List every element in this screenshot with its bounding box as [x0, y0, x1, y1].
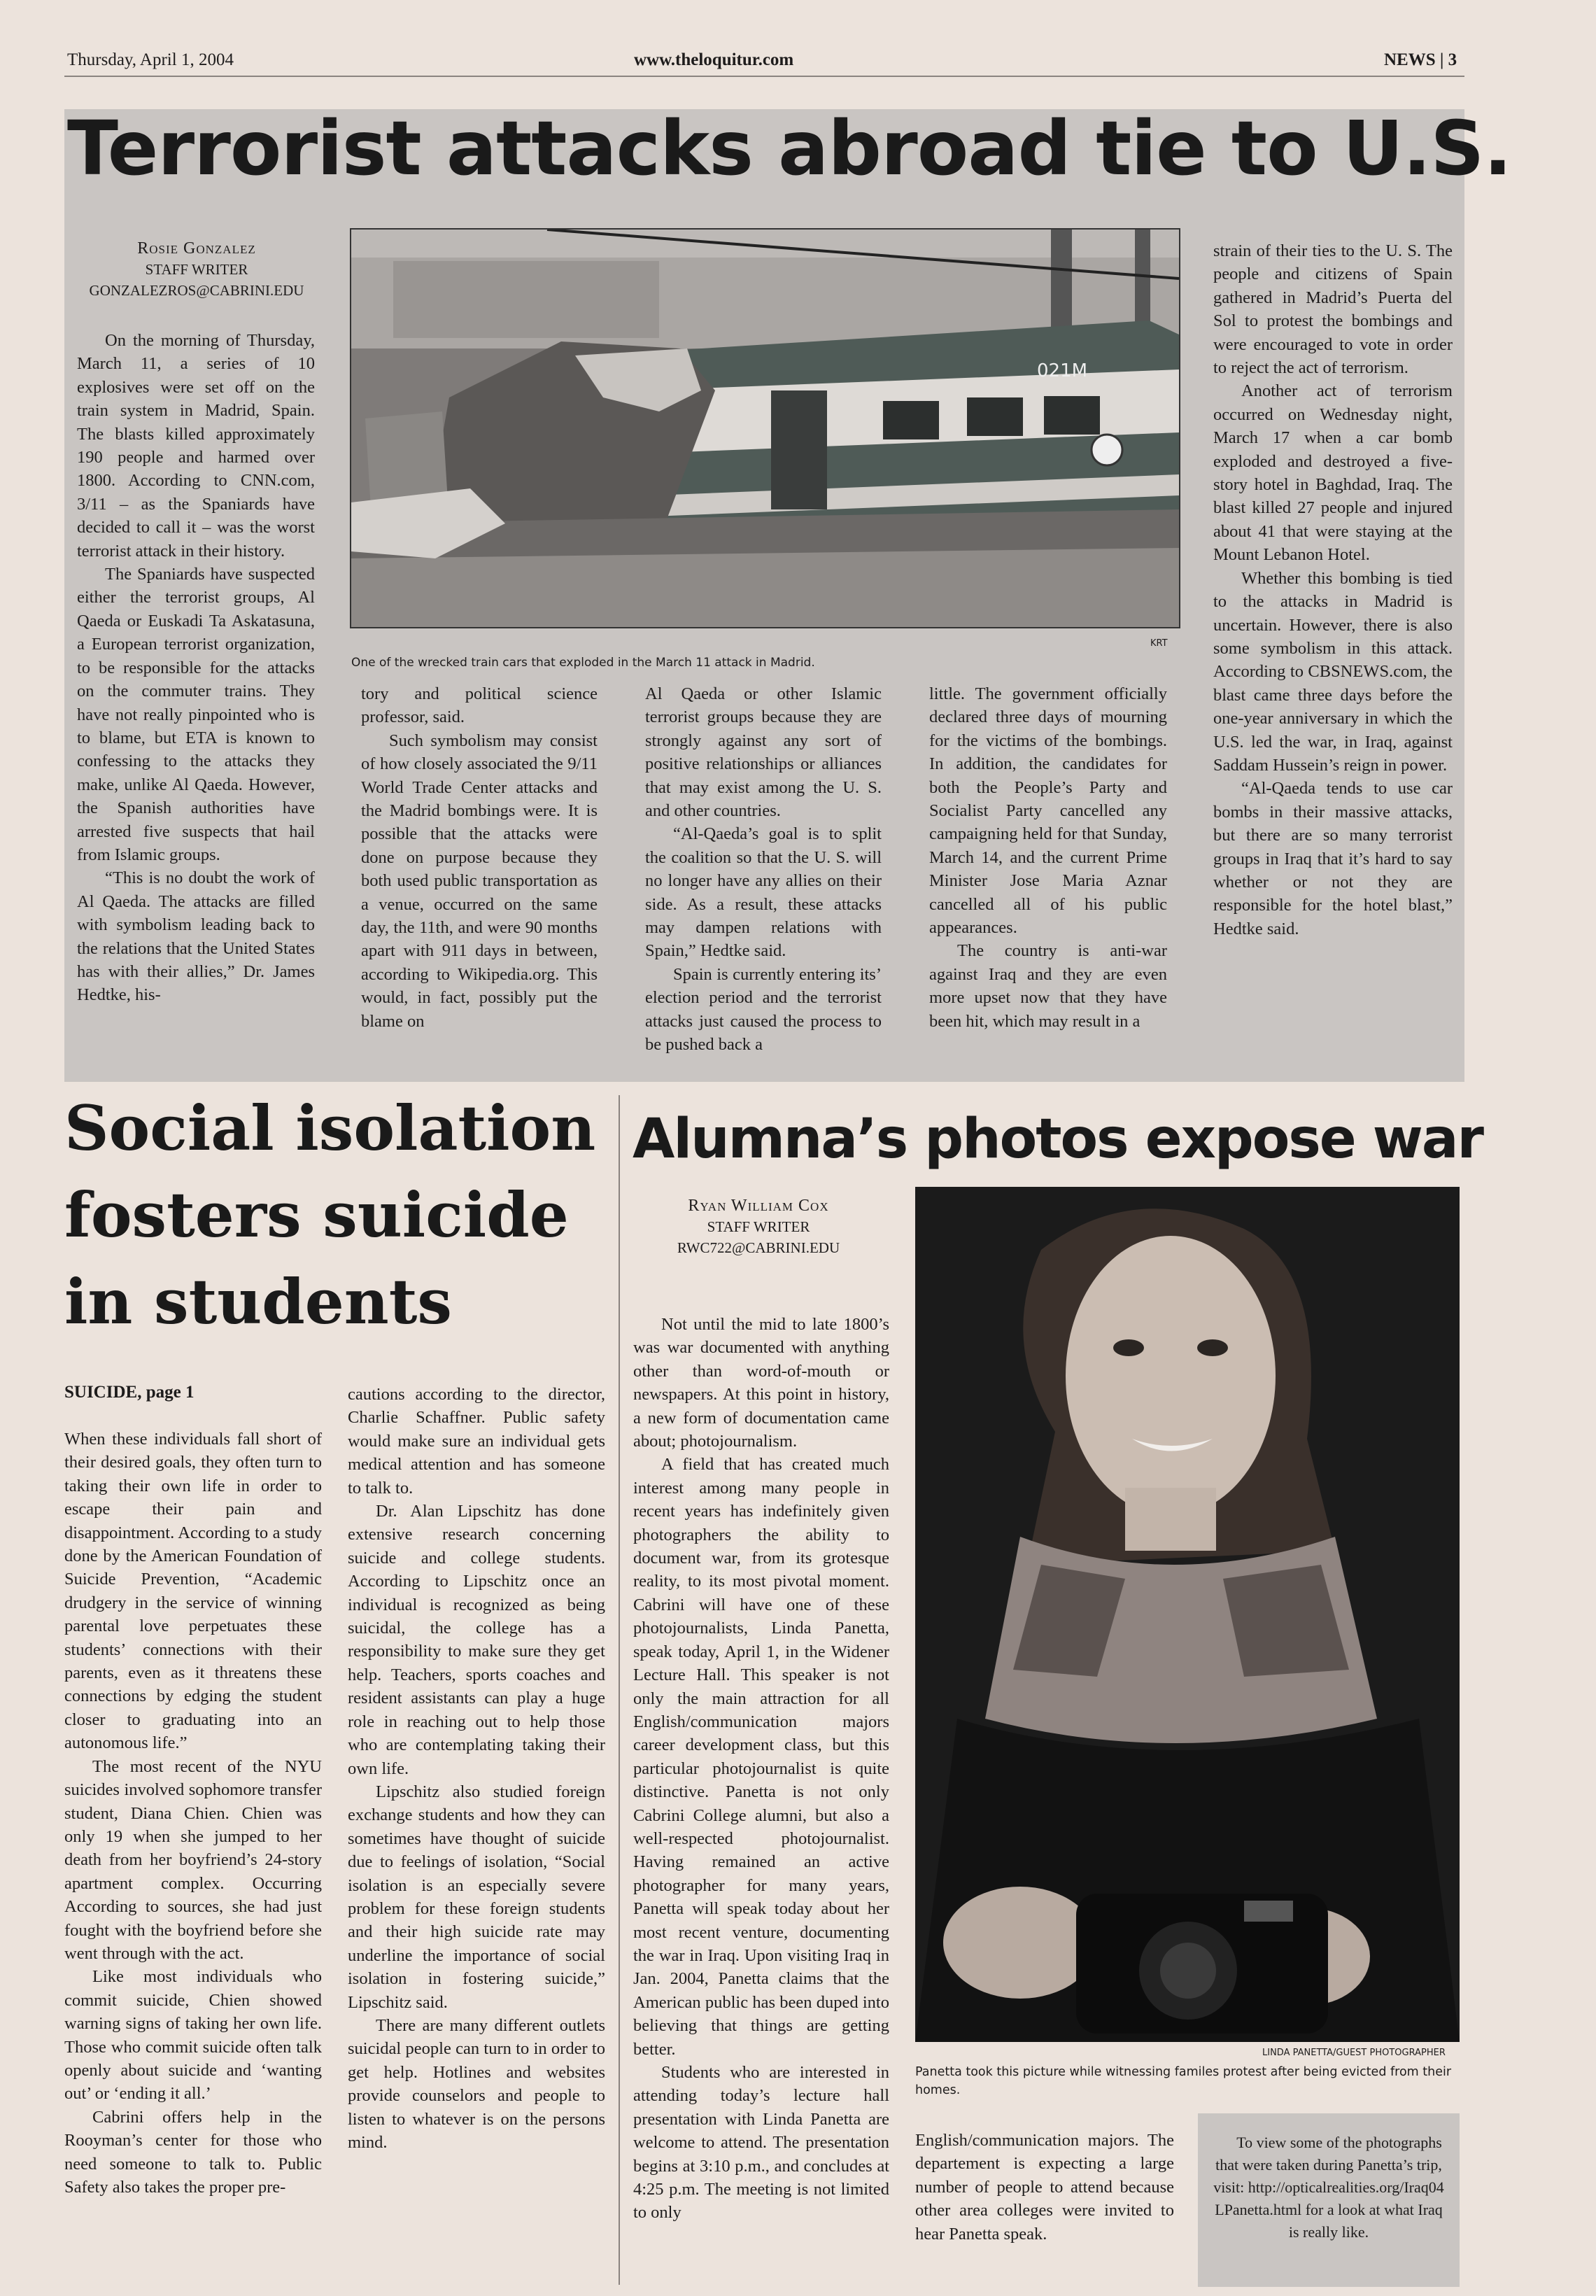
column-divider [619, 1095, 620, 2285]
story1-column-5 [1213, 239, 1453, 941]
story3-sidebar-box [1198, 2113, 1460, 2287]
story3-headline: Alumna’s photos expose war [633, 1108, 1483, 1171]
svg-text:021M: 021M [1037, 360, 1088, 381]
paragraph: A field that has created much interest among many people in recent years has indefinitely given photographers the ability to document war, from its grotesque reality, to its most pivotal moment. Cabrini will have one of these photojournalists, Linda Panetta, speak today, April 1, in the Widener Lecture Hall. This speaker is not only the main attraction for all English/communication majors career development class, but this particular photojournalist is quite distinctive. Panetta is not only Cabrini College alumni, but also a well-respected photojournalist. Having remained an active photographer for many years, Panetta will speak today about her most recent venture, documenting the war in Iraq. Upon visiting Iraq in Jan. 2004, Panetta claims that the American public has been duped into believing that things are getting better. [633, 1455, 889, 2059]
paragraph: Cabrini offers help in the Rooyman’s center for those who need someone to talk to. Public Safety also takes the proper pre- [64, 2107, 322, 2197]
story3-column-2 [915, 2129, 1174, 2246]
paragraph: Spain is currently entering its’ election period and the terrorist attacks just caused the process to be pushed back a [645, 964, 882, 1055]
story2-jump-line: SUICIDE, page 1 [64, 1383, 195, 1402]
story3-role: STAFF WRITER [707, 1218, 810, 1235]
paragraph: Dr. Alan Lipschitz has done extensive research concerning suicide and college students. According to Lipschitz once an individual is recognized as being suicidal, the college has a responsibility to make sure they get help. Teachers, sports coaches and resident assistants can play a huge role in reaching out to help those who are contemplating taking their own life. [348, 1502, 605, 1778]
portrait-photo-caption: Panetta took this picture while witnessing familes protest after being evicted from their homes. [915, 2065, 1452, 2097]
story3-byline [633, 1195, 884, 1258]
site-url[interactable]: www.theloquitur.com [634, 50, 794, 69]
paragraph: Whether this bombing is tied to the attacks in Madrid is uncertain. However, there is also some symbolism in this attack. According to CBSNEWS.com, the blast came three days before the one-year anniversary in which the U.S. led the war, in Iraq, against Saddam Hussein’s reign in power. [1213, 568, 1453, 775]
story2-headline-line: Social isolation [64, 1092, 596, 1164]
train-photo-caption: One of the wrecked train cars that exploded in the March 11 attack in Madrid. [351, 656, 815, 670]
story2-column-1 [64, 1428, 322, 2199]
header-rule [64, 76, 1464, 77]
paragraph: strain of their ties to the U. S. The people and citizens of Spain gathered in Madrid’s Puerta del Sol to protest the bombings and were encouraged to vote in order to reject the act of terrorism. [1213, 241, 1453, 378]
story2-headline-line: fosters suicide [64, 1178, 569, 1251]
train-wreck-photo [350, 228, 1180, 628]
story3-column-1 [633, 1313, 889, 2225]
story3-email[interactable]: RWC722@CABRINI.EDU [677, 1239, 840, 1256]
paragraph: When these individuals fall short of their desired goals, they often turn to taking their own life in order to escape their pain and disappointment. According to a study done by the American Foundation of Suicide Prevention, “Academic drudgery in the service of winning parental love perpetuates these students’ connections with their parents, even as it threatens these connections by edging the student closer to graduating into an autonomous life.” [64, 1430, 322, 1753]
story1-headline: Terrorist attacks abroad tie to U.S. [67, 106, 1512, 192]
story2-headline-line: in students [64, 1265, 452, 1338]
paragraph: Lipschitz also studied foreign exchange students and how they can sometimes have thought of suicide due to feelings of isolation, “Social isolation is an especially severe problem for these foreign students and their high suicide rate may underline the importance of social isolation in fostering suicide,” Lipschitz said. [348, 1782, 605, 2012]
story1-byline [67, 238, 326, 301]
story1-column-2 [361, 682, 598, 1033]
paragraph: cautions according to the director, Charlie Schaffner. Public safety would make sure an individual gets medical attention and has someone to talk to. [348, 1385, 605, 1498]
story1-author: Rosie Gonzalez [137, 239, 256, 258]
story1-column-4 [929, 682, 1167, 1033]
section-label: NEWS | 3 [1384, 50, 1457, 69]
paragraph: Not until the mid to late 1800’s was war documented with anything other than word-of-mouth or newspapers. At this point in history, a new form of documentation came about; photojournalism. [633, 1315, 889, 1451]
story2-headline [64, 1085, 617, 1345]
paragraph: little. The government officially declared three days of mourning for the victims of the bombings. In addition, the candidates for both the People’s Party and Socialist Party cancelled any campaigning held for that Sunday, March 14, and the current Prime Minister Jose Maria Aznar cancelled all of his public appearances. [929, 684, 1167, 938]
story1-column-3 [645, 682, 882, 1057]
story2-column-2 [348, 1383, 605, 2154]
portrait-photo [915, 1187, 1460, 2042]
story3-sidebar-text: To view some of the photographs that were taken during Panetta’s trip, visit: http://opticalrealities.org/Iraq04LPanetta.html for a look at what Iraq is really like. [1213, 2134, 1444, 2241]
story1-email[interactable]: GONZALEZROS@CABRINI.EDU [89, 282, 304, 299]
paragraph: “Al-Qaeda tends to use car bombs in their massive attacks, but there are so many terrorist groups in Iraq that it’s hard to say whether or not they are responsible for the hotel blast,” Hedtke said. [1213, 779, 1453, 938]
story1-column-1 [77, 329, 315, 1007]
paragraph: Students who are interested in attending today’s lecture hall presentation with Linda Panetta are welcome to attend. The presentation begins at 3:10 p.m., and concludes at 4:25 p.m. The meeting is not limited to only [633, 2063, 889, 2223]
portrait-photo-credit: LINDA PANETTA/GUEST PHOTOGRAPHER [1262, 2048, 1446, 2058]
paragraph: “Al-Qaeda’s goal is to split the coalition so that the U. S. will no longer have any allies on their side. As a result, these attacks may dampen relations with Spain,” Hedtke said. [645, 824, 882, 961]
paragraph: The country is anti-war against Iraq and they are even more upset now that they have been hit, which may result in a [929, 941, 1167, 1031]
paragraph: The Spaniards have suspected either the terrorist groups, Al Qaeda or Euskadi Ta Askatasuna, a European terrorist organization, to be responsible for the attacks on the commuter trains. They have not really pinpointed who is to blame, but ETA is known to confessing to the attacks they make, unlike Al Qaeda. However, the Spanish authorities have arrested five suspects that hail from Islamic groups. [77, 565, 315, 864]
paragraph: On the morning of Thursday, March 11, a series of 10 explosives were set off on the train system in Madrid, Spain. The blasts killed approximately 190 people and harmed over 1800. According to CNN.com, 3/11 – as the Spaniards have decided to call it – was the worst terrorist attack in their history. [77, 331, 315, 561]
train-photo-credit: KRT [1150, 638, 1168, 649]
story1-role: STAFF WRITER [145, 261, 248, 278]
paragraph: English/communication majors. The departement is expecting a large number of people to attend because other area colleges were invited to hear Panetta speak. [915, 2131, 1174, 2244]
story3-author: Ryan William Cox [688, 1197, 829, 1215]
paragraph: Like most individuals who commit suicide, Chien showed warning signs of taking her own life. Those who commit suicide often talk openly about suicide and ‘wanting out’ or ‘ending it all.’ [64, 1967, 322, 2104]
paragraph: There are many different outlets suicidal people can turn to in order to get help. Hotlines and websites provide counselors and people to listen to whatever is on the persons mind. [348, 2015, 605, 2152]
paragraph: Another act of terrorism occurred on Wednesday night, March 17 when a car bomb exploded and destroyed a five-story hotel in Baghdad, Iraq. The blast killed 27 people and injured about 41 that were staying at the Mount Lebanon Hotel. [1213, 381, 1453, 565]
paragraph: “This is no doubt the work of Al Qaeda. The attacks are filled with symbolism leading back to the relations that the United States has with their allies,” Dr. James Hedtke, his- [77, 868, 315, 1005]
paragraph: Al Qaeda or other Islamic terrorist groups because they are strongly against any sort of positive relationships or alliances that may exist among the U. S. and other countries. [645, 684, 882, 821]
paragraph: tory and political science professor, said. [361, 684, 598, 727]
paragraph: Such symbolism may consist of how closely associated the 9/11 World Trade Center attacks and the Madrid bombings were. It is possible that the attacks were done on purpose because they both used public transportation as a venue, occurred on the same day, the 11th, and were 90 months apart with 911 days in between, according to Wikipedia.org. This would, in fact, possibly put the blame on [361, 731, 598, 1031]
paragraph: The most recent of the NYU suicides involved sophomore transfer student, Diana Chien. Chien was only 19 when she jumped to her death from her boyfriend’s 24-story apartment complex. Occurring According to sources, she had just fought with the boyfriend before she went through with the act. [64, 1756, 322, 1963]
issue-date: Thursday, April 1, 2004 [67, 50, 234, 69]
